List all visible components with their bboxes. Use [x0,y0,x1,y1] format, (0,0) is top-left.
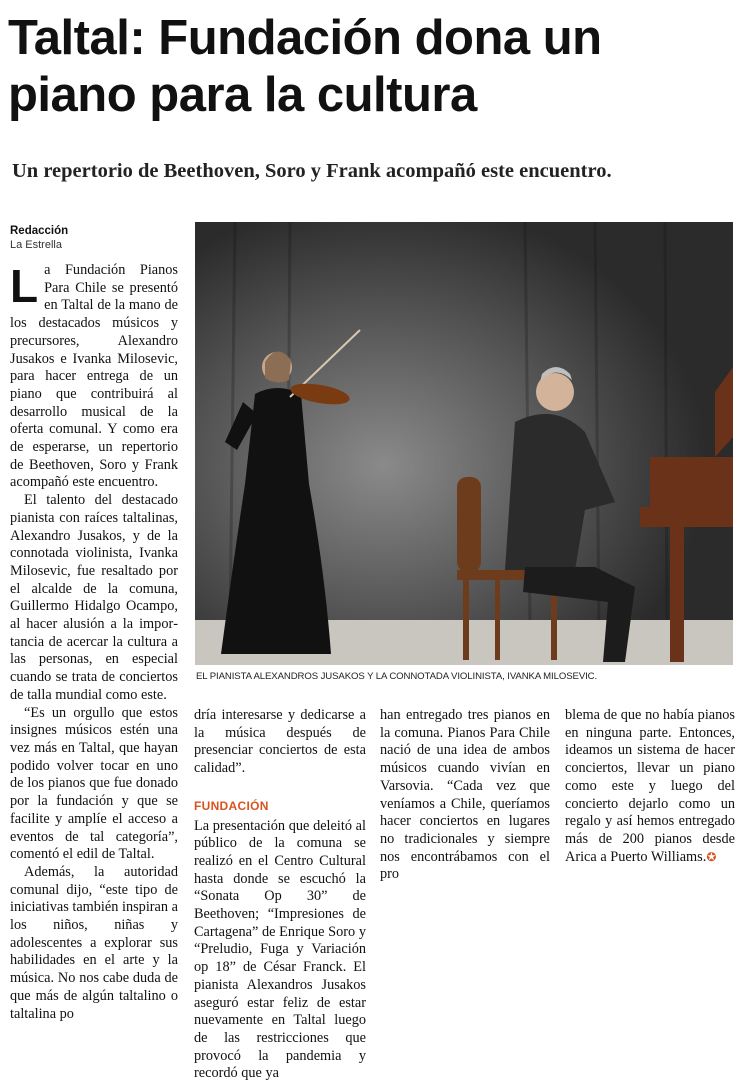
article-column-3 [380,707,550,884]
byline-source: La Estrella [10,239,62,251]
paragraph-2: El talento del destacado pianista con raíces taltalinas, Alexandro Jusakos, y de la connotada violinista, Ivanka Milosevic, fue resaltado por el alcalde de la comuna, Guillermo Hidalgo Ocampo, al hacer alusión a la importancia de acercar la cultura a las personas, en especial cuando se trata de conciertos de talla mundial como este. [10,492,178,703]
paragraph-3: “Es un orgullo que estos insignes músicos estén una vez más en Taltal, que hayan podido volver tocar en uno de los pianos que fue donado por la fundación y que se facilite y amplíe el acceso a eventos de tal categoría”, comentó el edil de Taltal. [10,704,178,863]
article-column-4 [565,707,735,866]
article-column-2 [194,707,366,1083]
article-column-1 [10,262,178,1023]
paragraph-4-start: Además, la autoridad comunal dijo, “este tipo de iniciativas también inspiran a los niños, niñas y adolescentes a explorar sus habilidades en el arte y la música. No nos cabe duda de que más de algún taltalino o taltalina po [10,863,178,1022]
subtitle: Un repertorio de Beethoven, Soro y Frank acompañó este encuentro. [12,160,612,182]
paragraph-5-start: La presentación que deleitó al público de la comuna se realizó en el Centro Cultural hasta donde se escuchó la “Sonata Op 30” de Beethoven; “Impresiones de Cartagena” de Enrique Soro y “Preludio, Fuga y Variación op 18” de César Franck. El pianista Alexandros Jusakos aseguró estar feliz de estar nuevamente en Taltal luego de las restricciones que provocó la pandemia y recordó que ya [194,817,366,1082]
concert-illustration [195,222,733,665]
concert-photo [195,222,733,665]
paragraph-5-middle: han entregado tres pianos en la comuna. Pianos Para Chile nació de una idea de ambos músicos cuando vivían en Varsovia. “Cada vez que veníamos a Chile, queríamos hacer conciertos en lugares no tradicionales y siempre nos encontrábamos con el pro [380,707,550,883]
dropcap: L [10,260,39,312]
paragraph-1-text: a Fundación Pianos Para Chile se presentó en Taltal de la mano de los destacados músicos y precursores, Alexandro Jusakos e Ivanka Milosevic, para hacer entrega de un piano que contribuirá al desarrollo musical de la oferta comunal. Y como era de esperarse, un repertorio de Beethoven, Soro y Frank acompañó este encuentro. [10,262,178,491]
byline-author: Redacción [10,225,69,237]
end-mark-icon: ✪ [706,849,717,864]
headline: Taltal: Fundación dona un piano para la cultura [8,11,602,122]
paragraph-4-end: dría interesarse y dedicarse a la música después de presenciar conciertos de esta calidad”. [194,707,366,777]
paragraph-5-end [565,707,735,866]
photo-caption: EL PIANISTA ALEXANDROS JUSAKOS Y LA CONNOTADA VIOLINISTA, IVANKA MILOSEVIC. [196,671,598,682]
paragraph-5-end-text: blema de que no había pianos en ninguna parte. Entonces, ideamos un sistema de hacer conciertos, llevar un piano como este y luego del concierto dejarlo como un regalo y así hemos entregado más de 200 pianos desde Arica a Puerto Williams. [565,707,735,865]
section-heading: FUNDACIÓN [194,798,269,813]
paragraph-1 [10,262,178,492]
